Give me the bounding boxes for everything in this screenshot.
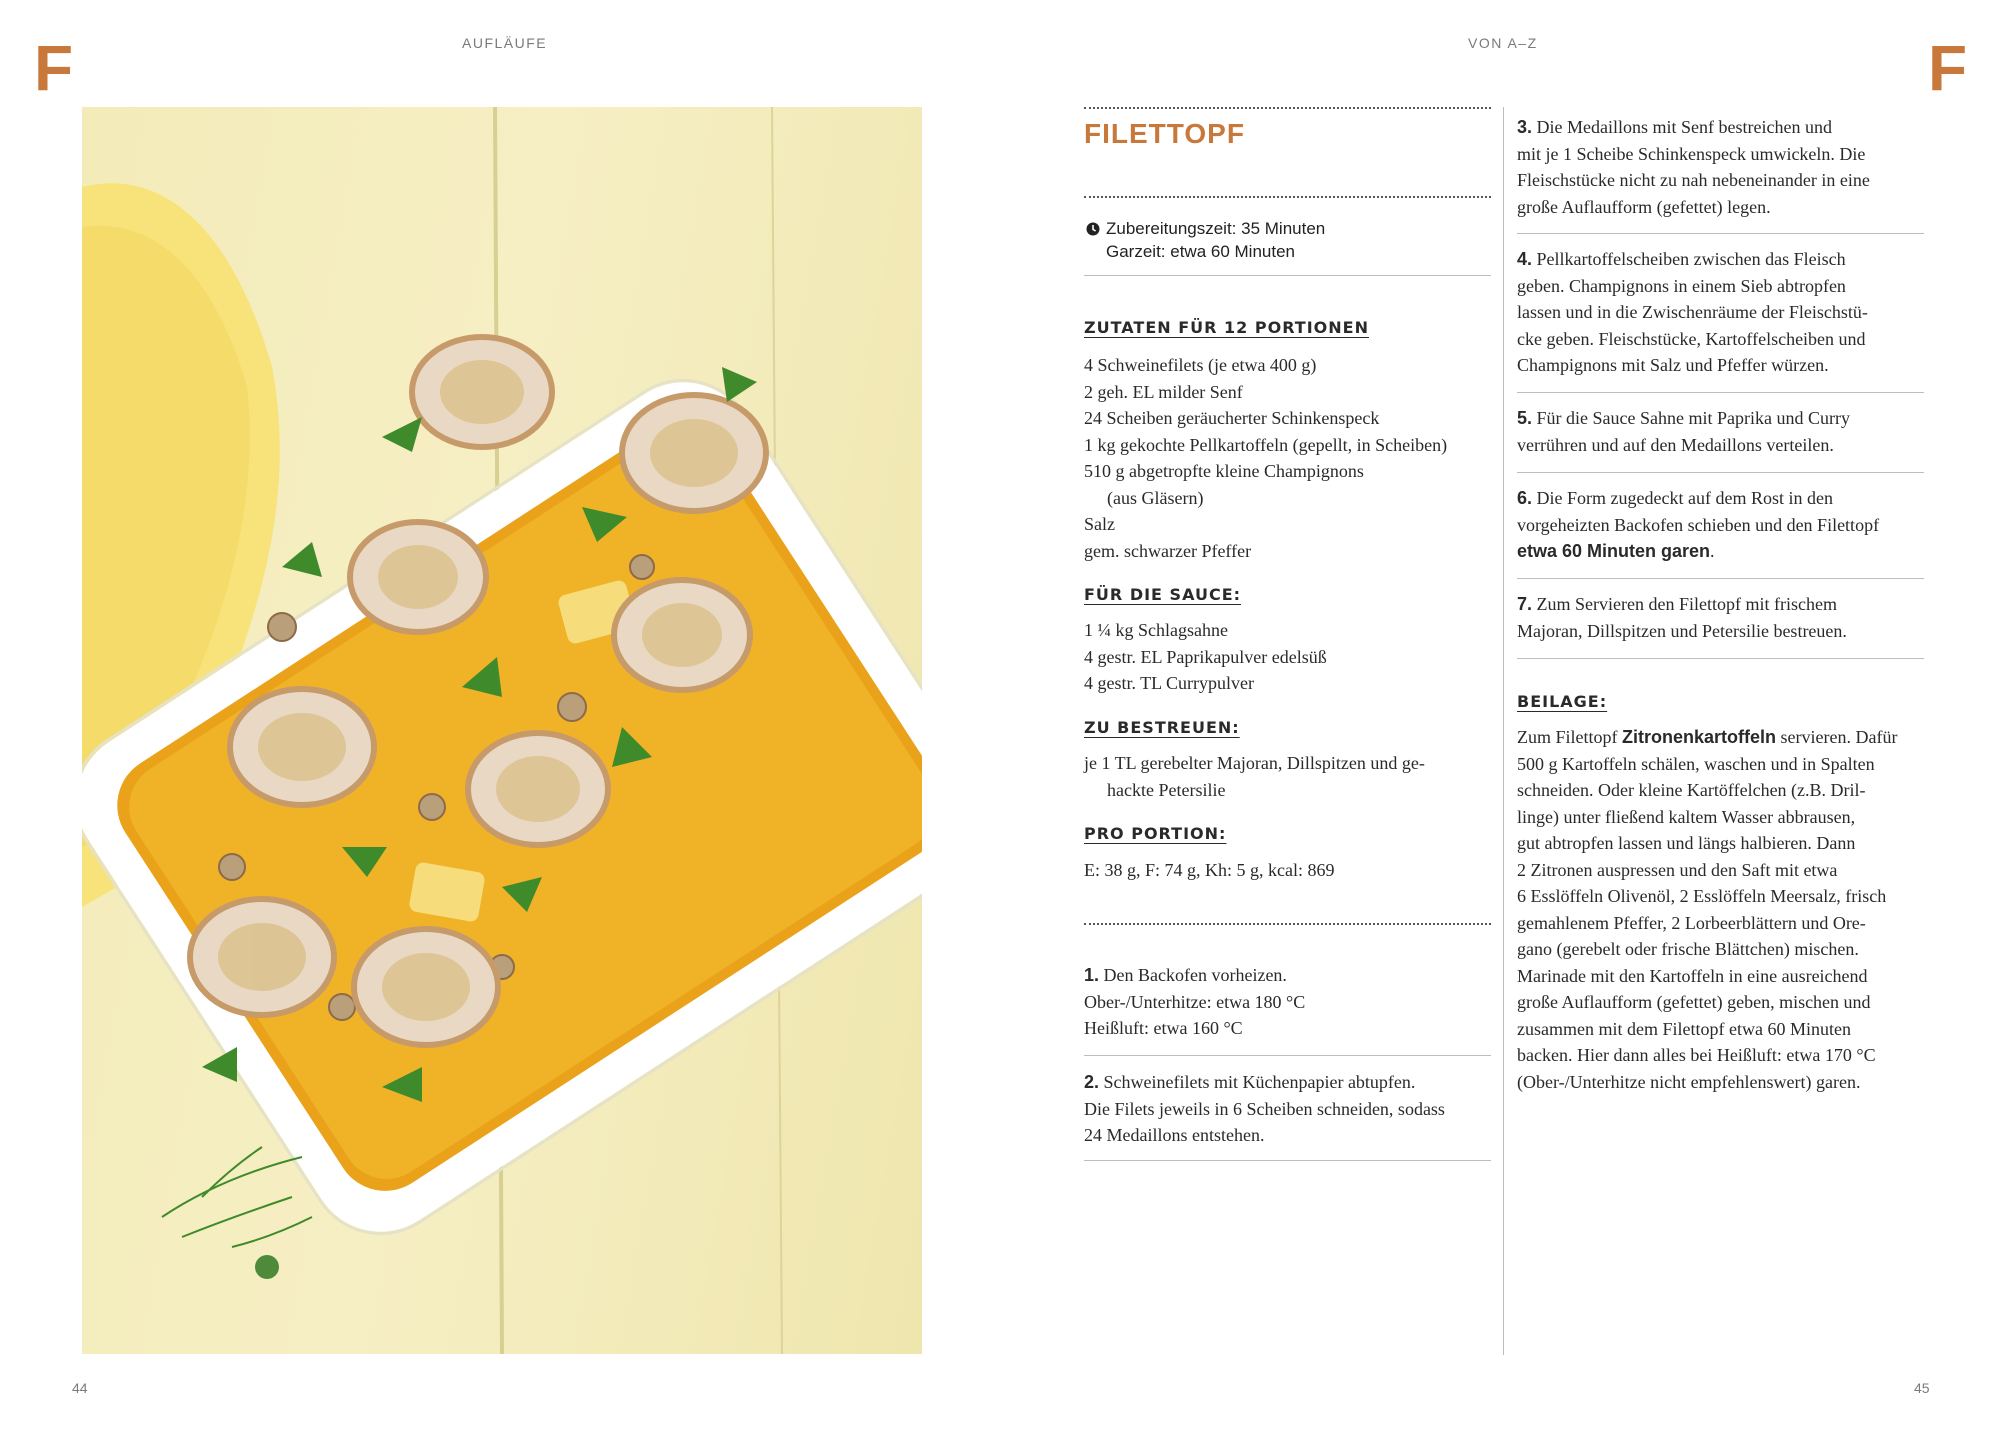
step-rule <box>1517 392 1924 393</box>
clock-icon <box>1086 222 1100 236</box>
sauce-heading: FÜR DIE SAUCE: <box>1084 585 1242 604</box>
title-rule-top <box>1084 107 1491 109</box>
page-number-right: 45 <box>1914 1380 1930 1396</box>
ingredient: 4 gestr. TL Currypulver <box>1084 673 1254 693</box>
ingredients-list <box>1084 352 1504 564</box>
ingredient: 4 Schweinefilets (je etwa 400 g) <box>1084 355 1317 375</box>
time-rule <box>1084 275 1491 276</box>
ingredient: 510 g abgetropfte kleine Champignons <box>1084 461 1364 481</box>
step-4: 4. Pellkartoffelscheiben zwischen das Fleisch geben. Champignons in einem Sieb abtropfen lassen und in die Zwischenräume der Fleischstü- cke geben. Fleischstücke, Kartoffelscheiben und Champignons mit Salz und Pfeffer würzen. <box>1517 249 1868 375</box>
section-letter-left: F <box>34 32 74 104</box>
step-number: 4. <box>1517 249 1533 269</box>
ingredient: 1 kg gekochte Pellkartoffeln (gepellt, in Scheiben) <box>1084 434 1448 455</box>
ingredient: 2 geh. EL milder Senf <box>1084 381 1243 402</box>
ingredient: je 1 TL gerebelter Majoran, Dillspitzen und ge- <box>1084 753 1425 773</box>
step-number: 3. <box>1517 117 1533 137</box>
sprinkle-list <box>1084 750 1504 803</box>
running-head-left: AUFLÄUFE <box>462 35 548 51</box>
title-rule-bottom <box>1084 196 1491 198</box>
sprinkle-heading: ZU BESTREUEN: <box>1084 718 1240 737</box>
step-3: 3. Die Medaillons mit Senf bestreichen und mit je 1 Scheibe Schinkenspeck umwickeln. Die Fleischstücke nicht zu nah nebeneinander in eine große Auflaufform (gefettet) legen. <box>1517 117 1870 217</box>
step-number: 5. <box>1517 408 1533 428</box>
ingredients-heading: ZUTATEN FÜR 12 PORTIONEN <box>1084 318 1369 337</box>
step-rule <box>1084 1055 1491 1056</box>
ingredient: (aus Gläsern) <box>1107 487 1204 508</box>
ingredient: hackte Petersilie <box>1107 779 1226 800</box>
step-5: 5. Für die Sauce Sahne mit Paprika und Curry verrühren und auf den Medaillons verteilen. <box>1517 408 1850 455</box>
steps-rule <box>1084 923 1491 925</box>
time-info <box>1086 217 1486 263</box>
step-1: 1. Den Backofen vorheizen. Ober-/Unterhitze: etwa 180 °C Heißluft: etwa 160 °C <box>1084 965 1306 1038</box>
running-head-right: VON A–Z <box>1468 35 1538 51</box>
step-number: 7. <box>1517 594 1533 614</box>
nutrition-info: E: 38 g, F: 74 g, Kh: 5 g, kcal: 869 <box>1084 860 1335 880</box>
portion-heading: PRO PORTION: <box>1084 824 1227 843</box>
ingredient: gem. schwarzer Pfeffer <box>1084 540 1252 561</box>
ingredient: 1 ¼ kg Schlagsahne <box>1084 620 1228 640</box>
step-rule <box>1517 472 1924 473</box>
step-number: 1. <box>1084 965 1100 985</box>
step-rule <box>1517 658 1924 659</box>
step-7: 7. Zum Servieren den Filettopf mit frischem Majoran, Dillspitzen und Petersilie bestreuen. <box>1517 594 1847 641</box>
step-number: 6. <box>1517 488 1533 508</box>
ingredient: 4 gestr. EL Paprikapulver edelsüß <box>1084 646 1327 667</box>
step-rule <box>1517 578 1924 579</box>
ingredient: Salz <box>1084 514 1115 534</box>
step-rule <box>1517 233 1924 234</box>
step-6: 6. Die Form zugedeckt auf dem Rost in den vorgeheizten Backofen schieben und den Filettopf etwa 60 Minuten garen. <box>1517 488 1880 561</box>
step-2: 2. Schweinefilets mit Küchenpapier abtupfen. Die Filets jeweils in 6 Scheiben schneiden, sodass 24 Medaillons entstehen. <box>1084 1072 1445 1145</box>
prep-time: Zubereitungszeit: 35 Minuten <box>1106 219 1326 238</box>
column-divider <box>1503 107 1504 1355</box>
step-rule <box>1084 1160 1491 1161</box>
section-letter-right: F <box>1928 32 1968 104</box>
sauce-list <box>1084 617 1504 697</box>
step-number: 2. <box>1084 1072 1100 1092</box>
side-dish-text: Zum Filettopf Zitronenkartoffeln servieren. Dafür 500 g Kartoffeln schälen, waschen und in Spalten schneiden. Oder kleine Kartöffelchen (z.B. Dril- linge) unter fließend kaltem Wasser abbrausen, gut abtropfen lassen und längs halbieren. Dann 2 Zitronen auspressen und den Saft mit etwa 6 Esslöffeln Olivenöl, 2 Esslöffeln Meersalz, frisch gemahlenem Pfeffer, 2 Lorbeerblättern und Ore- gano (gerebelt oder frische Blättchen) mischen. Marinade mit den Kartoffeln in eine ausreichend große Auflaufform (gefettet) geben, mischen und zusammen mit dem Filettopf etwa 60 Minuten backen. Hier dann alles bei Heißluft: etwa 170 °C (Ober-/Unterhitze nicht empfehlenswert) garen. <box>1517 727 1898 1092</box>
dish-photo <box>82 107 922 1354</box>
side-dish-heading: BEILAGE: <box>1517 692 1608 711</box>
cook-time: Garzeit: etwa 60 Minuten <box>1106 242 1295 261</box>
recipe-title: FILETTOPF <box>1084 118 1245 149</box>
page-number-left: 44 <box>72 1380 88 1396</box>
ingredient: 24 Scheiben geräucherter Schinkenspeck <box>1084 408 1380 428</box>
